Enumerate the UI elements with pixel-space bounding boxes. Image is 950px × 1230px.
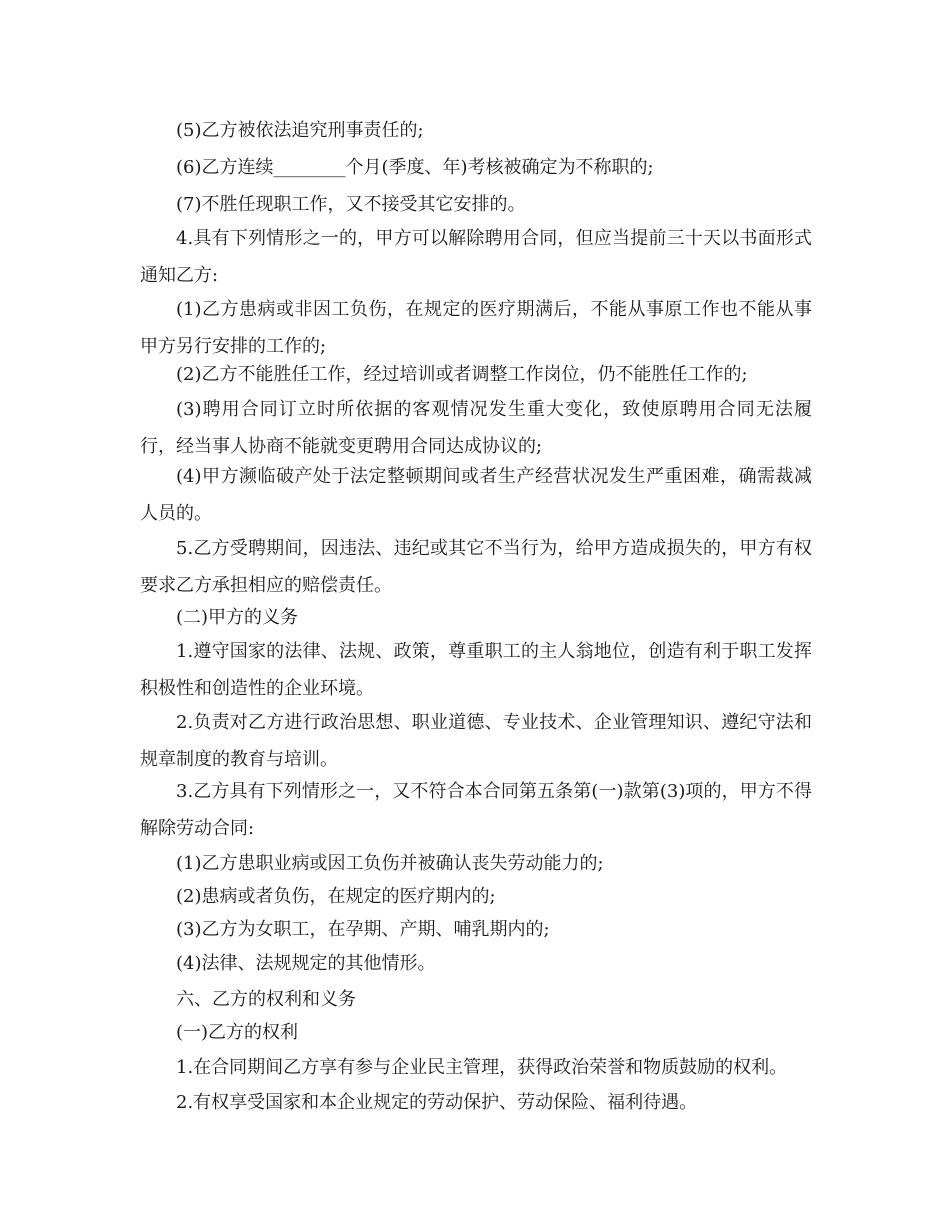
paragraph-item-6: (6)乙方连续________个月(季度、年)考核被确定为不称职的;	[176, 157, 654, 178]
paragraph-item-7: (7)不胜任现职工作，又不接受其它安排的。	[176, 194, 526, 215]
section-heading-party-a-obligations: (二)甲方的义务	[176, 607, 299, 628]
paragraph-obligation-3-item-3: (3)乙方为女职工，在孕期、产期、哺乳期内的;	[176, 919, 550, 940]
paragraph-obligation-3: 3.乙方具有下列情形之一，又不符合本合同第五条第(一)款第(3)项的，甲方不得解除劳动合同:	[140, 781, 812, 839]
paragraph-clause-5: 5.乙方受聘期间，因违法、违纪或其它不当行为，给甲方造成损失的，甲方有权要求乙方承担相应的赔偿责任。	[140, 538, 812, 596]
paragraph-clause-4-item-1: (1)乙方患病或非因工负伤，在规定的医疗期满后，不能从事原工作也不能从事甲方另行安排的工作的;	[140, 299, 812, 357]
section-heading-party-b-rights-duties: 六、乙方的权利和义务	[176, 989, 356, 1010]
paragraph-obligation-2: 2.负责对乙方进行政治思想、职业道德、专业技术、企业管理知识、遵纪守法和规章制度的教育与培训。	[140, 712, 812, 770]
section-heading-party-b-rights: (一)乙方的权利	[176, 1022, 299, 1043]
paragraph-obligation-3-item-2: (2)患病或者负伤，在规定的医疗期内的;	[176, 886, 496, 907]
paragraph-obligation-1: 1.遵守国家的法律、法规、政策，尊重职工的主人翁地位，创造有利于职工发挥积极性和创造性的企业环境。	[140, 641, 812, 699]
paragraph-right-2: 2.有权享受国家和本企业规定的劳动保护、劳动保险、福利待遇。	[176, 1092, 698, 1113]
paragraph-clause-4-item-4: (4)甲方濒临破产处于法定整顿期间或者生产经营状况发生严重困难，确需裁减人员的。	[140, 466, 812, 524]
paragraph-right-1: 1.在合同期间乙方享有参与企业民主管理，获得政治荣誉和物质鼓励的权利。	[176, 1057, 788, 1078]
paragraph-obligation-3-item-4: (4)法律、法规规定的其他情形。	[176, 953, 436, 974]
paragraph-obligation-3-item-1: (1)乙方患职业病或因工负伤并被确认丧失劳动能力的;	[176, 853, 604, 874]
paragraph-clause-4-item-2: (2)乙方不能胜任工作，经过培训或者调整工作岗位，仍不能胜任工作的;	[176, 364, 748, 385]
paragraph-clause-4-item-3: (3)聘用合同订立时所依据的客观情况发生重大变化，致使原聘用合同无法履行，经当事人协商不能就变更聘用合同达成协议的;	[140, 399, 812, 457]
paragraph-item-5: (5)乙方被依法追究刑事责任的;	[176, 120, 424, 141]
paragraph-clause-4: 4.具有下列情形之一的，甲方可以解除聘用合同，但应当提前三十天以书面形式通知乙方:	[140, 228, 812, 286]
